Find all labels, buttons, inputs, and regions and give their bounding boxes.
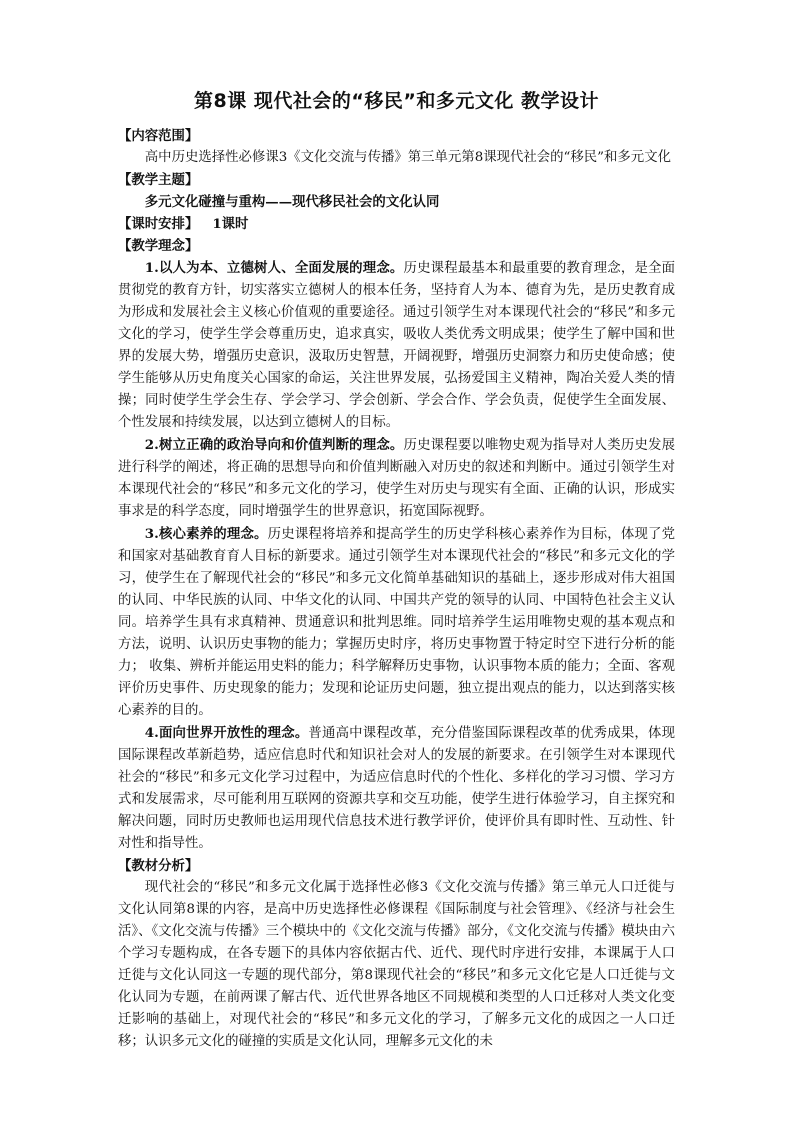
philosophy-paragraph-3: [118, 523, 675, 722]
philosophy-paragraph-1: [118, 257, 675, 434]
document-title: 第8课 现代社会的“移民”和多元文化 教学设计: [194, 90, 599, 112]
schedule-value: 1课时: [212, 216, 249, 232]
philosophy-paragraph-2: [118, 434, 675, 523]
theme-paragraph: 多元文化碰撞与重构——现代移民社会的文化认同: [144, 194, 440, 210]
philosophy-3-body: 历史课程将培养和提高学生的历史学科核心素养作为目标，体现了党和国家对基础教育育人目标的新要求。通过引领学生对本课现代社会的“移民”和多元文化的学习，使学生在了解现代社会的“移民”和多元文化简单基础知识的基础上，逐步形成对伟大祖国的认同、中华民族的认同、中华文化的认同、中国共产党的领导的认同、中国特色社会主义认同。培养学生具有求真精神、贯通意识和批判思维。同时培养学生运用唯物史观的基本观点和方法，说明、认识历史事物的能力；掌握历史时序，将历史事物置于特定时空下进行分析的能力； 收集、辨析并能运用史料的能力；科学解释历史事物，认识事物本质的能力；全面、客观评价历史事件、历史现象的能力；发现和论证历史问题，独立提出观点的能力，以达到落实核心素养的目的。: [118, 527, 676, 718]
section-heading-scope: 【内容范围】: [118, 128, 199, 144]
philosophy-2-body: 历史课程要以唯物史观为指导对人类历史发展进行科学的阐述，将正确的思想导向和价值判断融入对历史的叙述和判断中。通过引领学生对本课现代社会的“移民”和多元文化的学习，使学生对历史与现实有全面、正确的认识，形成实事求是的科学态度，同时增强学生的世界意识，拓宽国际视野。: [118, 438, 675, 519]
philosophy-1-body: 历史课程最基本和最重要的教育理念，是全面贯彻党的教育方针，切实落实立德树人的根本任务，坚持育人为本、德育为先，是历史教育成为形成和发展社会主义核心价值观的重要途径。通过引领学生对本课现代社会的“移民”和多元文化的学习，使学生学会尊重历史，追求真实，吸收人类优秀文明成果；使学生了解中国和世界的发展大势，增强历史意识，汲取历史智慧，开阔视野，增强历史洞察力和历史使命感；使学生能够从历史角度关心国家的命运，关注世界发展，弘扬爱国主义精神，陶冶关爱人类的情操；同时使学生学会生存、学会学习、学会创新、学会合作、学会负责，促使学生全面发展、个性发展和持续发展，以达到立德树人的目标。: [118, 261, 675, 430]
schedule-label: 【课时安排】: [118, 216, 199, 232]
section-heading-schedule: [118, 213, 675, 235]
scope-paragraph: 高中历史选择性必修课3《文化交流与传播》第三单元第8课现代社会的“移民”和多元文化: [144, 150, 671, 165]
philosophy-paragraph-4: [118, 722, 675, 855]
philosophy-2-lead: 2.树立正确的政治导向和价值判断的理念。: [144, 437, 404, 453]
philosophy-1-lead: 1.以人为本、立德树人、全面发展的理念。: [144, 260, 404, 276]
analysis-paragraph: 现代社会的“移民”和多元文化属于选择性必修3《文化交流与传播》第三单元人口迁徙与文化认同第8课的内容，是高中历史选择性必修课程《国际制度与社会管理》、《经济与社会生活》、《文化交流与传播》三个模块中的《文化交流与传播》部分，《文化交流与传播》模块由六个学习专题构成，在各专题下的具体内容依据古代、近代、现代时序进行安排，本课属于人口迁徙与文化认同这一专题的现代部分，第8课现代社会的“移民”和多元文化它是人口迁徙与文化认同为专题，在前两课了解古代、近代世界各地区不同规模和类型的人口迁移对人类文化变迁影响的基础上，对现代社会的“移民”和多元文化的学习，了解多元文化的成因之一人口迁移；认识多元文化的碰撞的实质是文化认同，理解多元文化的未: [118, 880, 675, 1049]
philosophy-4-body: 普通高中课程改革，充分借鉴国际课程改革的优秀成果，体现国际课程改革新趋势，适应信息时代和知识社会对人的发展的新要求。在引领学生对本课现代社会的“移民”和多元文化学习过程中，为适应信息时代的个性化、多样化的学习习惯、学习方式和发展需求，尽可能利用互联网的资源共享和交互功能，使学生进行体验学习，自主探究和解决问题，同时历史教师也运用现代信息技术进行教学评价，使评价具有即时性、互动性、针对性和指导性。: [118, 726, 675, 851]
section-heading-analysis: 【教材分析】: [118, 858, 199, 874]
philosophy-4-lead: 4.面向世界开放性的理念。: [144, 725, 309, 741]
philosophy-3-lead: 3.核心素养的理念。: [144, 526, 268, 542]
section-heading-philosophy: 【教学理念】: [118, 238, 199, 254]
section-heading-theme: 【教学主题】: [118, 172, 199, 188]
